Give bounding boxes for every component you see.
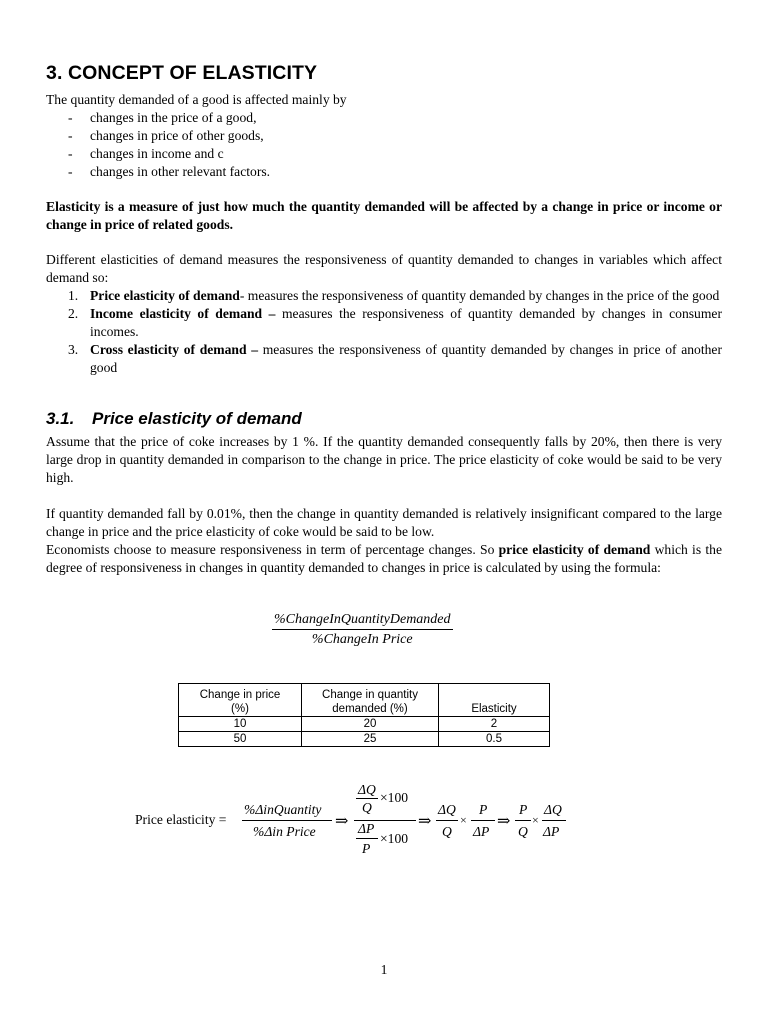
fraction-bar xyxy=(542,820,566,821)
header-line: demanded (%) xyxy=(332,703,408,715)
section-number: 3.1. xyxy=(46,409,75,428)
term: Income elasticity of demand – xyxy=(90,306,276,321)
fraction-numerator: %ΔinQuantity xyxy=(244,802,322,817)
table-row xyxy=(179,732,550,747)
list-item: - changes in price of other goods, xyxy=(68,127,270,145)
delta-q: ΔQ xyxy=(358,782,376,797)
term-description: measures the responsiveness of quantity demanded by changes in consumer incomes. xyxy=(90,306,722,339)
table-cell: 20 xyxy=(302,717,439,732)
table-cell: 50 xyxy=(179,732,302,747)
fraction-bar xyxy=(471,820,495,821)
list-number: 1. xyxy=(68,288,79,303)
q: Q xyxy=(518,824,528,839)
times-sign: × xyxy=(532,813,539,827)
paragraph: Assume that the price of coke increases by 1 %. If the quantity demanded consequently falls by 20%, then there is very large drop in quantity demanded in comparison to the change in price. The price elasticity of coke would be said to be very high. xyxy=(46,434,722,485)
list-number: 3. xyxy=(68,342,79,357)
formula-denominator: %ChangeIn Price xyxy=(311,632,413,647)
definition-text: Elasticity is a measure of just how much the quantity demanded will be affected by a change in price or income or change in price of related goods. xyxy=(46,199,722,232)
term-description: measures the responsiveness of quantity demanded by changes in price of another good xyxy=(90,342,722,375)
p: P xyxy=(519,802,528,817)
fraction-bar xyxy=(356,838,378,839)
list-item: - changes in the price of a good, xyxy=(68,109,270,127)
term-description: - measures the responsiveness of quantity demanded by changes in the price of the good xyxy=(239,288,720,303)
intro-text: The quantity demanded of a good is affected mainly by xyxy=(46,92,347,107)
equation-label: Price elasticity = xyxy=(135,812,227,827)
paragraph: If quantity demanded fall by 0.01%, then the change in quantity demanded is relatively insignificant compared to the large change in price and the price elasticity of coke would be said to be low. xyxy=(46,506,722,539)
formula-numerator: %ChangeInQuantityDemanded xyxy=(272,612,453,630)
fraction-bar xyxy=(242,820,332,821)
types-intro-text: Different elasticities of demand measures the responsiveness of quantity demanded to changes in variables which affect demand so: xyxy=(46,252,722,285)
term: Cross elasticity of demand – xyxy=(90,342,259,357)
page-title: 3. CONCEPT OF ELASTICITY xyxy=(46,62,318,84)
q: Q xyxy=(442,824,452,839)
section-title: Price elasticity of demand xyxy=(92,409,302,428)
table-header-row xyxy=(179,684,550,717)
list-item: - changes in income and c xyxy=(68,145,270,163)
list-number: 2. xyxy=(68,306,79,321)
header-line: Elasticity xyxy=(471,703,517,715)
term: Price elasticity of demand xyxy=(90,288,240,303)
header-line: Change in quantity xyxy=(322,689,418,701)
times-100: ×100 xyxy=(380,831,409,846)
table-cell: 0.5 xyxy=(439,732,550,747)
paragraph xyxy=(46,541,722,577)
fraction-bar xyxy=(515,820,531,821)
elasticity-types-list xyxy=(46,287,722,377)
delta-p: ΔP xyxy=(543,824,560,839)
header-cell xyxy=(302,684,439,717)
paragraph-text: which is the degree of responsiveness in changes in quantity demanded to changes in price is calculated by using the formula: xyxy=(46,542,722,575)
p: P xyxy=(362,841,371,856)
elasticity-table xyxy=(178,683,550,747)
delta-q: ΔQ xyxy=(438,802,456,817)
list-item xyxy=(46,287,722,305)
header-line: (%) xyxy=(231,703,249,715)
factors-list xyxy=(68,109,270,181)
elasticity-derivation xyxy=(46,782,722,866)
times-100: ×100 xyxy=(380,790,409,805)
list-item xyxy=(46,305,722,341)
list-item: - changes in other relevant factors. xyxy=(68,163,270,181)
section-heading xyxy=(46,409,302,429)
header-cell xyxy=(179,684,302,717)
emphasis: price elasticity of demand xyxy=(498,542,651,557)
elasticity-formula xyxy=(272,612,453,648)
table-cell: 2 xyxy=(439,717,550,732)
delta-p: ΔP xyxy=(473,824,490,839)
delta-q: ΔQ xyxy=(544,802,562,817)
table-row xyxy=(179,717,550,732)
page-number: 1 xyxy=(380,962,388,977)
times-sign: × xyxy=(460,813,467,827)
paragraph-text: Economists choose to measure responsiveness in term of percentage changes. So xyxy=(46,542,499,557)
table-cell: 10 xyxy=(179,717,302,732)
fraction-bar xyxy=(356,798,378,799)
p: P xyxy=(479,802,488,817)
implies-arrow: ⇒ xyxy=(418,813,432,830)
list-item xyxy=(46,341,722,377)
header-line: Change in price xyxy=(199,689,281,701)
header-cell xyxy=(439,684,550,717)
fraction-denominator: %Δin Price xyxy=(253,824,316,839)
implies-arrow: ⇒ xyxy=(497,813,511,830)
delta-p: ΔP xyxy=(358,821,375,836)
implies-arrow: ⇒ xyxy=(335,813,349,830)
table-cell: 25 xyxy=(302,732,439,747)
fraction-bar xyxy=(436,820,458,821)
q: Q xyxy=(362,800,372,815)
